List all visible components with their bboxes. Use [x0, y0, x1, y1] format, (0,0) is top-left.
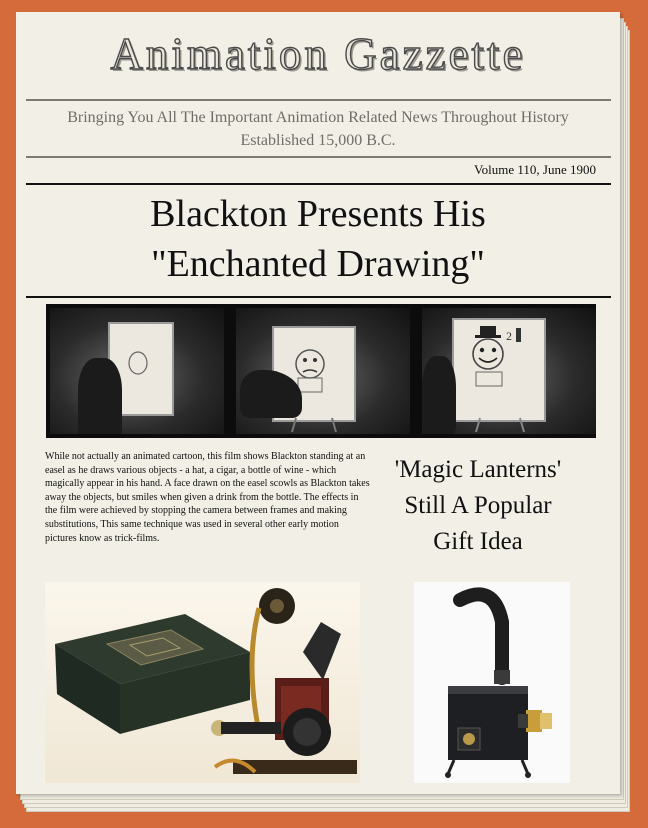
newspaper-masthead: Animation Gazzette: [110, 29, 526, 79]
svg-text:2: 2: [506, 329, 512, 343]
artist-figure: [422, 356, 456, 434]
masthead-divider: [26, 99, 611, 101]
magic-lantern-box-photo: [45, 582, 360, 783]
side-headline: [376, 452, 580, 560]
film-frame-3: [422, 308, 596, 434]
lead-headline: [16, 189, 620, 289]
established-line: Established 15,000 B.C.: [240, 132, 396, 149]
artist-figure: [78, 358, 122, 434]
side-headline-line2: Still A Popular: [404, 492, 552, 519]
sketch-oval-icon: [50, 308, 224, 434]
magic-lantern-illustration: [414, 582, 570, 783]
film-frame-1: [50, 308, 224, 434]
magic-lantern-photo: [414, 582, 570, 783]
volume-date: Volume 110, June 1900: [473, 162, 596, 177]
headline-top-rule: [26, 183, 611, 185]
tagline-divider: [26, 156, 611, 158]
newspaper-page: [16, 12, 620, 794]
newspaper-tagline: Bringing You All The Important Animation Related News Throughout History: [67, 109, 569, 126]
lead-headline-line2: "Enchanted Drawing": [151, 243, 485, 285]
headline-bottom-rule: [26, 296, 611, 298]
side-headline-line1: 'Magic Lanterns': [394, 456, 562, 483]
side-headline-line3: Gift Idea: [433, 528, 523, 555]
film-frame-2: [236, 308, 410, 434]
lead-story-body: While not actually an animated cartoon, this film shows Blackton standing at an easel as he draws various objects - a hat, a cigar, a bottle of wine - which magically appear in his hand. A face drawn on the easel scowls as Blackton takes away the objects, but smiles when given a drink from the bottle. The effects in the film were achieved by stopping the camera between frames and making substitutions, This same technique was used in several other early motion pictures know as trick-films.: [45, 451, 370, 544]
lantern-box-illustration: [45, 582, 360, 783]
lead-headline-line1: Blackton Presents His: [150, 193, 486, 235]
film-still-strip: [46, 304, 596, 438]
